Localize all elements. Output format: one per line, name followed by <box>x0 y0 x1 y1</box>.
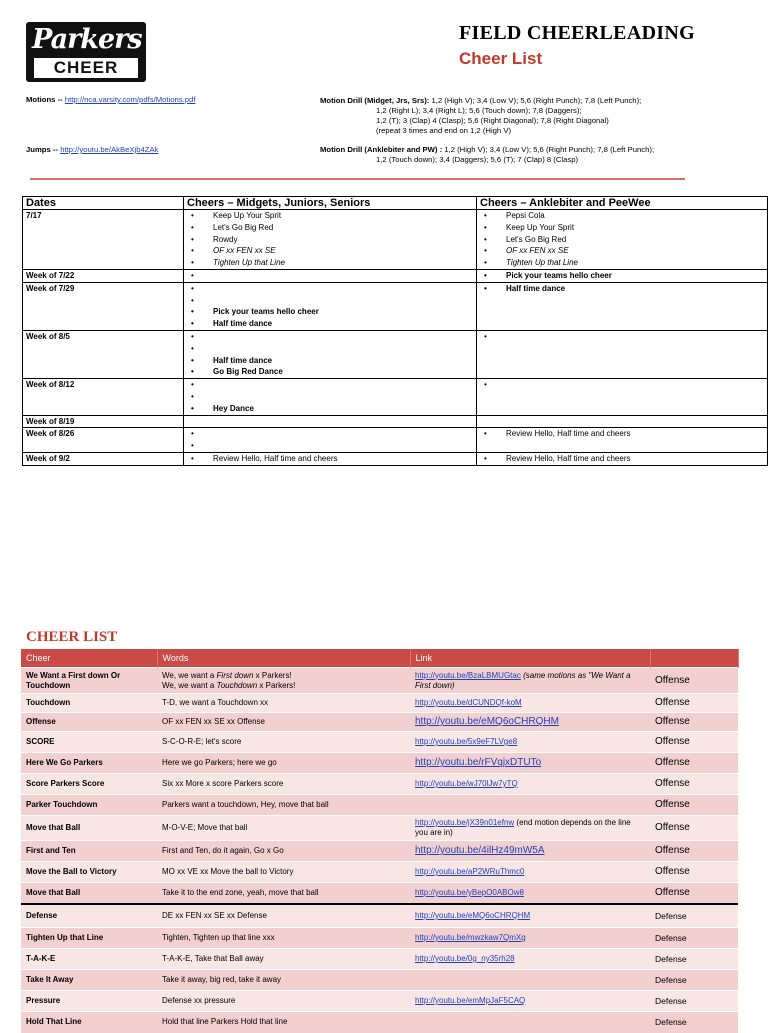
cheer-link-cell <box>410 694 650 713</box>
schedule-cell-midgets <box>184 415 477 428</box>
cheer-video-link[interactable]: http://youtu.be/eMQ6oCHRQHM <box>415 716 559 727</box>
motion-drill-midget <box>320 96 641 106</box>
cheer-bullet-item: • Keep Up Your Sprit <box>213 210 473 222</box>
cheer-category: Defense <box>650 970 738 991</box>
cheer-list-header-cheer: Cheer <box>21 649 157 668</box>
cheer-category: Offense <box>650 795 738 816</box>
motion-drill-line: 1,2 (High V); 3,4 (Low V); 5,6 (Right Punch); 7,8 (Left Punch); <box>444 145 655 154</box>
cheer-bullet-list <box>480 270 764 282</box>
schedule-row <box>23 379 768 415</box>
motion-drill-line: 1,2 (Right L); 3,4 (Right L); 5,6 (Touch down); 7,8 (Daggers); <box>376 106 582 115</box>
cheer-category: Offense <box>650 668 738 694</box>
cheer-category: Offense <box>650 774 738 795</box>
cheer-bullet-item: • Half time dance <box>506 283 764 295</box>
divider-rule <box>30 178 685 180</box>
schedule-cell-midgets <box>184 269 477 282</box>
cheer-bullet-list <box>480 453 764 465</box>
schedule-date: Week of 7/29 <box>23 282 184 330</box>
schedule-row <box>23 415 768 428</box>
cheer-name: Touchdown <box>21 694 157 713</box>
cheer-list-header-words: Words <box>157 649 410 668</box>
jumps-link[interactable]: http://youtu.be/AkBeXjb4ZAk <box>60 145 159 154</box>
cheer-bullet-list <box>480 331 764 343</box>
cheer-link-cell <box>410 668 650 694</box>
cheer-name: Score Parkers Score <box>21 774 157 795</box>
cheer-row <box>21 753 738 774</box>
cheer-video-link[interactable]: http://youtu.be/5x9eF7LVge8 <box>415 737 518 746</box>
cheer-bullet-list <box>187 270 473 282</box>
cheer-name: Tighten Up that Line <box>21 928 157 949</box>
cheer-category: Defense <box>650 949 738 970</box>
cheer-words: First and Ten, do it again, Go x Go <box>157 841 410 862</box>
cheer-bullet-item: • Pick your teams hello cheer <box>213 306 473 318</box>
cheer-words: Here we go Parkers; here we go <box>157 753 410 774</box>
cheer-bullet-item <box>506 331 764 343</box>
cheer-bullet-list <box>480 210 764 269</box>
cheer-bullet-item: • OF xx FEN xx SE <box>213 245 473 257</box>
cheer-bullet-item: • Tighten Up that Line <box>213 257 473 269</box>
cheer-row <box>21 862 738 883</box>
schedule-date: Week of 8/19 <box>23 415 184 428</box>
cheer-link-cell <box>410 883 650 904</box>
logo-word: CHEER <box>34 58 138 78</box>
schedule-cell-anklebiter <box>477 415 768 428</box>
schedule-cell-midgets <box>184 428 477 453</box>
page-title: FIELD CHEERLEADING <box>459 22 695 44</box>
cheer-link-cell <box>410 753 650 774</box>
cheer-bullet-item: • Pepsi Cola <box>506 210 764 222</box>
cheer-bullet-item <box>213 379 473 391</box>
cheer-name: Hold That Line <box>21 1012 157 1033</box>
cheer-words: Six xx More x score Parkers score <box>157 774 410 795</box>
schedule-row <box>23 282 768 330</box>
schedule-row <box>23 452 768 465</box>
schedule-date: Week of 8/12 <box>23 379 184 415</box>
cheer-bullet-item <box>213 343 473 355</box>
cheer-bullet-item: • Keep Up Your Sprit <box>506 222 764 234</box>
cheer-bullet-item: • Rowdy <box>213 234 473 246</box>
parkers-cheer-logo <box>26 22 146 82</box>
cheer-bullet-item: • Go Big Red Dance <box>213 366 473 378</box>
motions-line <box>26 95 195 105</box>
cheer-row <box>21 841 738 862</box>
motion-drill-anklebiter <box>320 145 654 155</box>
cheer-video-link[interactable]: http://youtu.be/yBepO0ABOw8 <box>415 887 524 897</box>
cheer-name: First and Ten <box>21 841 157 862</box>
cheer-bullet-list <box>480 379 764 391</box>
schedule-date: Week of 8/5 <box>23 330 184 378</box>
cheer-video-link[interactable]: http://youtu.be/mwzkaw7QmXg <box>415 933 526 942</box>
cheer-link-cell <box>410 1012 650 1033</box>
cheer-name: Move that Ball <box>21 883 157 904</box>
cheer-row <box>21 668 738 694</box>
cheer-bullet-item: • Review Hello, Half time and cheers <box>213 453 473 465</box>
cheer-bullet-item: • Half time dance <box>213 318 473 330</box>
cheer-words: T-D, we want a Touchdown xx <box>157 694 410 713</box>
cheer-row <box>21 816 738 841</box>
cheer-category: Offense <box>650 732 738 753</box>
schedule-cell-midgets <box>184 282 477 330</box>
cheer-row <box>21 883 738 904</box>
cheer-link-cell <box>410 841 650 862</box>
schedule-row <box>23 269 768 282</box>
cheer-video-link[interactable]: http://youtu.be/emMpJaF5CAQ <box>415 996 526 1005</box>
cheer-bullet-list <box>187 453 473 465</box>
cheer-words: T-A-K-E, Take that Ball away <box>157 949 410 970</box>
motion-drill-line: (repeat 3 times and end on 1,2 (High V) <box>376 126 512 135</box>
cheer-video-link[interactable]: http://youtu.be/rFVqjxDTUTo <box>415 757 542 768</box>
cheer-name: Defense <box>21 904 157 928</box>
schedule-cell-anklebiter <box>477 330 768 378</box>
cheer-video-link[interactable]: http://youtu.be/jX39n01efnw <box>415 818 515 827</box>
cheer-name: Here We Go Parkers <box>21 753 157 774</box>
schedule-header-anklebiter: Cheers – Anklebiter and PeeWee <box>477 197 768 210</box>
cheer-words: OF xx FEN xx SE xx Offense <box>157 713 410 732</box>
jumps-line <box>26 145 158 155</box>
cheer-bullet-item <box>213 295 473 307</box>
cheer-words: Hold that line Parkers Hold that line <box>157 1012 410 1033</box>
motion-drill-ankle-label: Motion Drill (Anklebiter and PW) : <box>320 145 443 154</box>
schedule-row <box>23 428 768 453</box>
motion-drill-midget-label: Motion Drill (Midget, Jrs, Srs): <box>320 96 430 105</box>
cheer-row <box>21 904 738 928</box>
schedule-date: Week of 7/22 <box>23 269 184 282</box>
cheer-bullet-item <box>213 440 473 452</box>
cheer-name: SCORE <box>21 732 157 753</box>
cheer-bullet-item: • Let's Go Big Red <box>213 222 473 234</box>
schedule-header-dates: Dates <box>23 197 184 210</box>
cheer-category: Defense <box>650 928 738 949</box>
cheer-words: MO xx VE xx Move the ball to Victory <box>157 862 410 883</box>
schedule-row <box>23 330 768 378</box>
cheer-bullet-list <box>187 210 473 269</box>
motion-drill-line: 1,2 (T); 3 (Clap) 4 (Clasp); 5,6 (Right Diagonal); 7,8 (Right Diagonal) <box>376 116 609 125</box>
cheer-bullet-list <box>187 283 473 330</box>
cheer-bullet-item: • Tighten Up that Line <box>506 257 764 269</box>
cheer-link-cell <box>410 732 650 753</box>
cheer-list-heading: CHEER LIST <box>26 629 118 645</box>
schedule-cell-anklebiter <box>477 269 768 282</box>
logo-script: Parkers <box>32 24 142 55</box>
cheer-bullet-item: • Pick your teams hello cheer <box>506 270 764 282</box>
cheer-video-link[interactable]: http://youtu.be/0g_ny35rh28 <box>415 954 515 963</box>
cheer-category: Offense <box>650 753 738 774</box>
cheer-row <box>21 732 738 753</box>
motions-link[interactable]: http://nca.varsity.com/pdfs/Motions.pdf <box>64 95 196 104</box>
cheer-bullet-item: • Half time dance <box>213 355 473 367</box>
cheer-link-cell <box>410 904 650 928</box>
cheer-video-link[interactable]: http://youtu.be/4ilHz49mW5A <box>415 845 545 856</box>
cheer-link-cell <box>410 816 650 841</box>
cheer-video-link[interactable]: http://youtu.be/aP2WRuThmc0 <box>415 867 525 876</box>
cheer-link-cell <box>410 970 650 991</box>
cheer-link-cell <box>410 862 650 883</box>
schedule-date: Week of 9/2 <box>23 452 184 465</box>
cheer-bullet-item: • Let's Go Big Red <box>506 234 764 246</box>
cheer-name: Take It Away <box>21 970 157 991</box>
cheer-row <box>21 713 738 732</box>
cheer-category: Offense <box>650 694 738 713</box>
cheer-bullet-item: • OF xx FEN xx SE <box>506 245 764 257</box>
cheer-category: Offense <box>650 841 738 862</box>
schedule-header-row <box>23 197 768 210</box>
cheer-category: Defense <box>650 991 738 1012</box>
cheer-link-cell <box>410 713 650 732</box>
cheer-bullet-item <box>213 428 473 440</box>
cheer-link-cell <box>410 795 650 816</box>
cheer-words: Parkers want a touchdown, Hey, move that ball <box>157 795 410 816</box>
cheer-list-table <box>21 649 739 1033</box>
cheer-bullet-item: • Hey Dance <box>213 403 473 415</box>
page-subtitle: Cheer List <box>459 49 543 68</box>
cheer-row <box>21 991 738 1012</box>
cheer-video-link[interactable]: http://youtu.be/dCUNDQf-koM <box>415 698 522 707</box>
cheer-video-link[interactable]: http://youtu.be/eMQ6oCHRQHM <box>415 910 531 920</box>
cheer-bullet-item <box>213 270 473 282</box>
cheer-words: Take it away, big red, take it away <box>157 970 410 991</box>
motion-drill-line: 1,2 (Touch down); 3,4 (Daggers); 5,6 (T); 7 (Clap) 8 (Clasp) <box>376 155 579 164</box>
cheer-category: Offense <box>650 883 738 904</box>
cheer-bullet-item <box>506 379 764 391</box>
cheer-category: Offense <box>650 862 738 883</box>
cheer-category: Defense <box>650 904 738 928</box>
motion-drill-line: 1,2 (High V); 3,4 (Low V); 5,6 (Right Punch); 7,8 (Left Punch); <box>431 96 642 105</box>
cheer-link-cell <box>410 774 650 795</box>
cheer-link-note: (end motion depends on the line you are in) <box>415 818 631 837</box>
cheer-list-header-row <box>21 649 738 668</box>
cheer-list-header-category <box>650 649 738 668</box>
cheer-bullet-item: • Review Hello, Half time and cheers <box>506 428 764 440</box>
cheer-bullet-list <box>187 428 473 452</box>
schedule-cell-anklebiter <box>477 428 768 453</box>
cheer-list-header-link: Link <box>410 649 650 668</box>
cheer-category: Offense <box>650 713 738 732</box>
schedule-row <box>23 210 768 270</box>
schedule-cell-midgets <box>184 452 477 465</box>
schedule-cell-midgets <box>184 379 477 415</box>
schedule-date: Week of 8/26 <box>23 428 184 453</box>
cheer-video-link[interactable]: http://youtu.be/BzaLBMUGtac <box>415 670 521 680</box>
schedule-cell-anklebiter <box>477 210 768 270</box>
schedule-cell-anklebiter <box>477 452 768 465</box>
cheer-link-note: (same motions as "We Want a First down) <box>415 670 631 690</box>
cheer-row <box>21 795 738 816</box>
cheer-video-link[interactable]: http://youtu.be/wJ70lJw7yTQ <box>415 779 518 788</box>
schedule-header-midgets: Cheers – Midgets, Juniors, Seniors <box>184 197 477 210</box>
cheer-words: We, we want a First down x Parkers! We, we want a Touchdown x Parkers! <box>157 668 410 694</box>
cheer-link-cell <box>410 991 650 1012</box>
cheer-row <box>21 970 738 991</box>
cheer-name: Offense <box>21 713 157 732</box>
cheer-row <box>21 928 738 949</box>
jumps-label: Jumps -- <box>26 145 59 154</box>
cheer-bullet-item <box>213 391 473 403</box>
cheer-words: Tighten, Tighten up that line xxx <box>157 928 410 949</box>
cheer-words: Defense xx pressure <box>157 991 410 1012</box>
cheer-bullet-list <box>187 379 473 414</box>
cheer-name: Pressure <box>21 991 157 1012</box>
cheer-name: Move the Ball to Victory <box>21 862 157 883</box>
cheer-bullet-item <box>213 331 473 343</box>
cheer-words: Take it to the end zone, yeah, move that ball <box>157 883 410 904</box>
cheer-name: We Want a First down Or Touchdown <box>21 668 157 694</box>
cheer-bullet-list <box>480 283 764 295</box>
cheer-name: Parker Touchdown <box>21 795 157 816</box>
cheer-row <box>21 1012 738 1033</box>
schedule-table <box>22 196 768 466</box>
motions-label: Motions -- <box>26 95 63 104</box>
cheer-words: M-O-V-E; Move that ball <box>157 816 410 841</box>
cheer-bullet-list <box>480 428 764 440</box>
cheer-name: T-A-K-E <box>21 949 157 970</box>
schedule-cell-midgets <box>184 210 477 270</box>
cheer-words: DE xx FEN xx SE xx Defense <box>157 904 410 928</box>
cheer-row <box>21 949 738 970</box>
cheer-bullet-item: • Review Hello, Half time and cheers <box>506 453 764 465</box>
cheer-row <box>21 694 738 713</box>
schedule-cell-anklebiter <box>477 282 768 330</box>
schedule-date: 7/17 <box>23 210 184 270</box>
cheer-category: Offense <box>650 816 738 841</box>
cheer-link-cell <box>410 949 650 970</box>
schedule-cell-anklebiter <box>477 379 768 415</box>
cheer-row <box>21 774 738 795</box>
cheer-name: Move that Ball <box>21 816 157 841</box>
cheer-category: Defense <box>650 1012 738 1033</box>
cheer-bullet-list <box>187 331 473 378</box>
cheer-bullet-item <box>213 283 473 295</box>
schedule-cell-midgets <box>184 330 477 378</box>
cheer-words: S-C-O-R-E; let's score <box>157 732 410 753</box>
cheer-link-cell <box>410 928 650 949</box>
